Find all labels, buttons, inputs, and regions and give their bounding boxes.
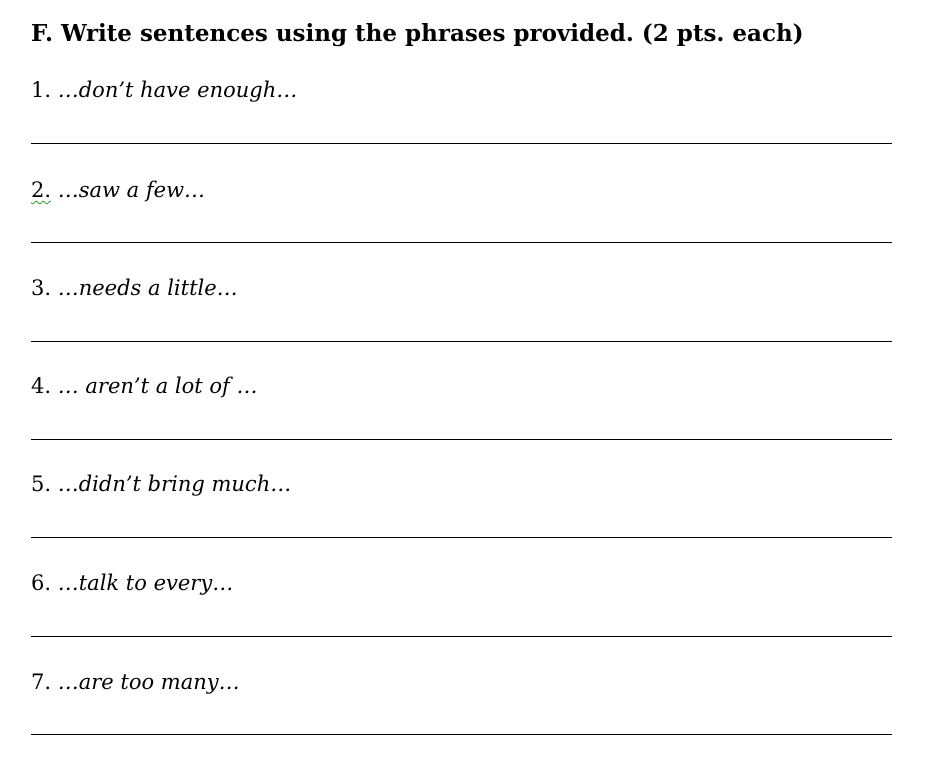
prompt-item-2	[31, 178, 205, 202]
item-number: 5.	[31, 472, 52, 496]
item-phrase: … aren’t a lot of …	[57, 374, 258, 398]
item-phrase: …didn’t bring much…	[57, 472, 292, 496]
item-phrase: …are too many…	[57, 670, 240, 694]
item-number: 2.	[31, 178, 52, 202]
prompt-item-3	[31, 276, 238, 300]
answer-line-2[interactable]	[31, 242, 892, 243]
item-number: 3.	[31, 276, 52, 300]
item-phrase: …talk to every…	[57, 571, 234, 595]
item-number: 6.	[31, 571, 52, 595]
answer-line-7[interactable]	[31, 734, 892, 735]
section-heading: F. Write sentences using the phrases provided. (2 pts. each)	[31, 20, 804, 47]
answer-line-6[interactable]	[31, 636, 892, 637]
prompt-item-4	[31, 374, 257, 398]
item-phrase: …saw a few…	[57, 178, 206, 202]
item-phrase: …needs a little…	[57, 276, 238, 300]
prompt-item-6	[31, 571, 233, 595]
prompt-item-7	[31, 670, 240, 694]
answer-line-5[interactable]	[31, 537, 892, 538]
item-number: 7.	[31, 670, 52, 694]
prompt-item-1	[31, 78, 297, 102]
item-number: 4.	[31, 374, 52, 398]
answer-line-1[interactable]	[31, 143, 892, 144]
prompt-item-5	[31, 472, 291, 496]
item-number: 1.	[31, 78, 52, 102]
answer-line-4[interactable]	[31, 439, 892, 440]
answer-line-3[interactable]	[31, 341, 892, 342]
item-phrase: …don’t have enough…	[57, 78, 298, 102]
